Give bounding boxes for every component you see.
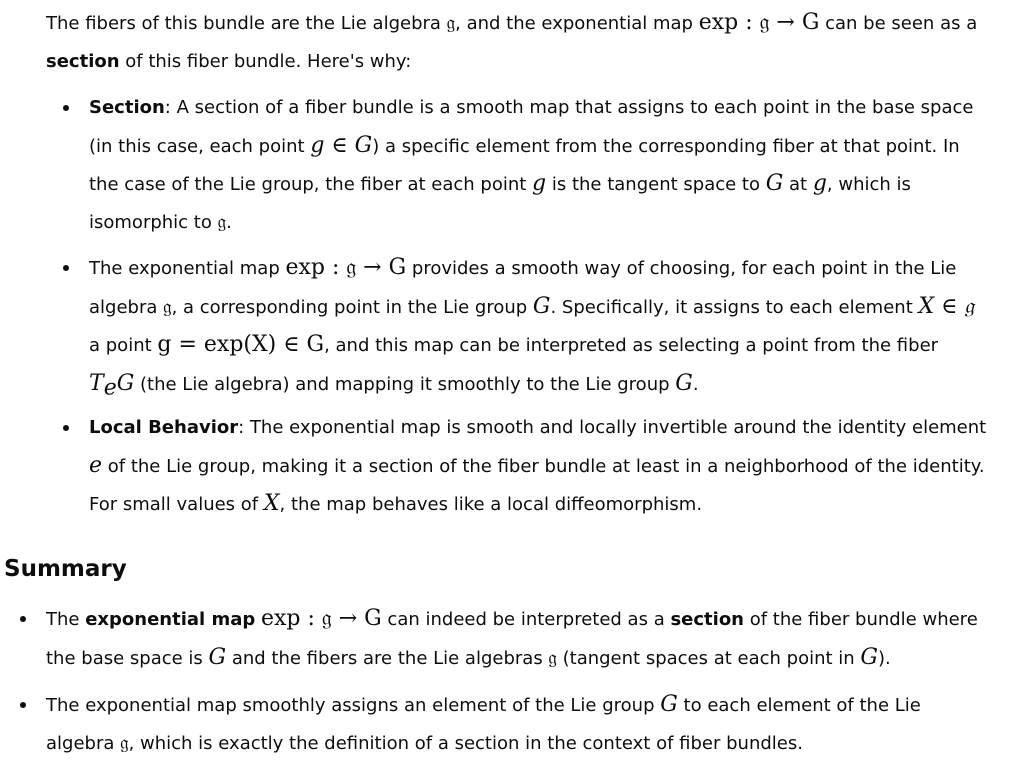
math-lie-algebra: 𝔤 <box>446 12 456 34</box>
math-inline: g ∈ G <box>310 132 373 158</box>
text: is the tangent space to <box>546 174 766 195</box>
math-inline: G <box>660 692 678 717</box>
text: , which is exactly the definition of a section in the context of fiber bundles. <box>128 732 803 754</box>
math-inline: 𝔤 <box>163 295 172 318</box>
math-inline: g <box>812 171 827 196</box>
math-inline: G <box>532 293 551 319</box>
text: of this fiber bundle. Here's why: <box>119 50 412 72</box>
math-inline: G <box>116 370 135 396</box>
text: of the Lie group, making it a section of the fiber bundle at least in a neighborhood of the identity. For small values of <box>89 455 985 515</box>
text: and the fibers are the Lie algebras <box>226 647 549 669</box>
math-inline: g = exp(X) ∈ G <box>157 332 325 357</box>
text: ). <box>878 647 891 669</box>
text: The exponential map smoothly assigns an element of the Lie group <box>46 695 661 716</box>
text: a point <box>89 335 158 356</box>
math-inline: G <box>675 370 693 396</box>
math-inline: g <box>532 171 547 196</box>
text: . <box>692 373 699 395</box>
summary-item-2 <box>46 686 991 762</box>
math-subscript: e <box>103 375 117 401</box>
text: provides a smooth way of choosing, for each point in the Lie algebra <box>89 258 957 318</box>
math-inline: G <box>860 644 878 670</box>
text: , the map behaves like a local diffeomorphism. <box>279 494 703 515</box>
list-item-local-behavior <box>89 409 989 524</box>
list-item-exp-map <box>89 249 989 403</box>
text: , which is isomorphic to <box>89 174 911 233</box>
math-inline: X <box>263 491 280 516</box>
math-inline: e <box>89 452 103 478</box>
text: , and the exponential map <box>455 13 699 34</box>
math-inline: 𝔤 <box>120 731 129 754</box>
math-inline: G <box>765 171 784 196</box>
bold-text: exponential map <box>85 609 256 630</box>
math-inline: X ∈ 𝔤 <box>918 293 975 319</box>
math-inline: exp : 𝔤 → G <box>261 606 382 631</box>
bold-text: Section <box>89 97 165 118</box>
math-inline: T <box>89 370 104 396</box>
bold-text: Local Behavior <box>89 417 239 438</box>
text: (tangent spaces at each point in <box>556 647 861 669</box>
text: The <box>46 609 86 630</box>
math-inline: 𝔤 <box>217 210 227 233</box>
text: . <box>226 211 232 233</box>
bold-text: section <box>46 50 120 72</box>
text: to each element of the Lie algebra <box>46 695 921 754</box>
text: of the fiber bundle where the base space is <box>46 609 978 669</box>
math-inline: G <box>208 644 227 670</box>
summary-item-1 <box>46 600 991 677</box>
intro-paragraph <box>46 4 986 80</box>
text: , a corresponding point in the Lie group <box>171 296 533 318</box>
math-exp-map: exp : 𝔤 → G <box>698 10 820 35</box>
text: . Specifically, it assigns to each element <box>550 296 919 318</box>
text: The exponential map <box>89 258 286 279</box>
text: , and this map can be interpreted as selecting a point from the fiber <box>324 335 939 356</box>
text: at <box>783 174 813 195</box>
text: (the Lie algebra) and mapping it smoothly to the Lie group <box>134 373 676 395</box>
text: ) a specific element from the corresponding fiber at that point. In the case of the Lie group, the fiber at each point <box>89 135 960 195</box>
bold-text: section <box>670 609 744 630</box>
math-inline: exp : 𝔤 → G <box>285 255 407 280</box>
text: : A section of a fiber bundle is a smooth map that assigns to each point in the base space (in this case, each point <box>89 97 974 157</box>
text: can be seen as a <box>819 13 978 34</box>
text: The fibers of this bundle are the Lie algebra <box>46 13 447 34</box>
text: : The exponential map is smooth and locally invertible around the identity element <box>238 417 987 438</box>
summary-heading: Summary <box>4 556 127 582</box>
list-item-section <box>89 89 989 241</box>
text: can indeed be interpreted as a <box>381 609 671 630</box>
math-inline: 𝔤 <box>548 646 557 669</box>
